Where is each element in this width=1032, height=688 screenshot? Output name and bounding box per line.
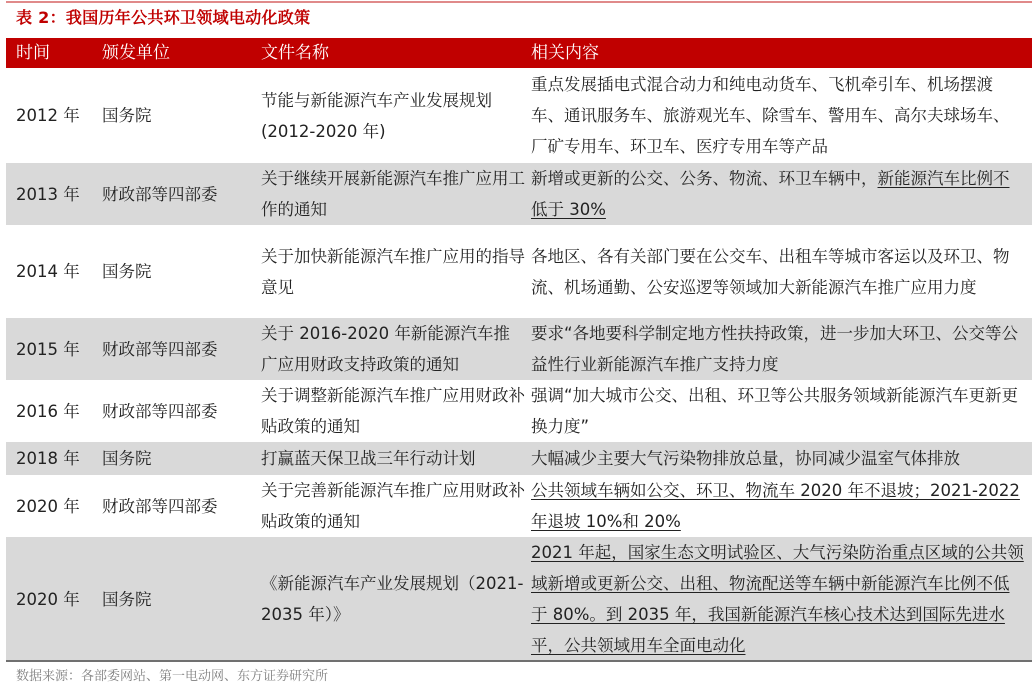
content-plain: 新增或更新的公交、公务、物流、环卫车辆中，: [531, 169, 878, 188]
cell-document: 关于调整新能源汽车推广应用财政补贴政策的通知: [261, 386, 525, 436]
cell-time: 2018 年: [16, 449, 80, 468]
bottom-rule: [6, 660, 1032, 662]
cell-time: 2020 年: [16, 589, 80, 609]
content-underlined: 新能源汽车比例不低于 30%: [531, 169, 1010, 219]
table-row: [6, 442, 1032, 475]
cell-content: [525, 241, 1032, 303]
cell-time: 2014 年: [16, 262, 80, 281]
cell-document: 打赢蓝天保卫战三年行动计划: [261, 449, 476, 468]
data-source-note: 数据来源：各部委网站、第一电动网、东方证券研究所: [16, 669, 329, 684]
cell-issuer: 国务院: [102, 589, 152, 609]
cell-content: [525, 380, 1032, 442]
cell-content: [525, 318, 1032, 380]
cell-content: [525, 475, 1032, 537]
cell-issuer: 国务院: [102, 449, 152, 468]
cell-content: [525, 537, 1032, 661]
cell-time: 2012 年: [16, 106, 80, 125]
content-underlined: 公共领域车辆如公交、环卫、物流车 2020 年不退坡；2021-2022 年退坡 10%和 20%: [531, 481, 1020, 531]
cell-document: 关于继续开展新能源汽车推广应用工作的通知: [261, 169, 525, 219]
table-title: 表 2：我国历年公共环卫领域电动化政策: [16, 8, 311, 27]
cell-issuer: 财政部等四部委: [102, 184, 218, 204]
cell-time: 2015 年: [16, 339, 80, 359]
table-row: [6, 225, 1032, 318]
content-plain: 强调“加大城市公交、出租、环卫等公共服务领域新能源汽车更新更换力度”: [531, 386, 1019, 436]
table-row: [6, 475, 1032, 537]
content-plain: 要求“各地要科学制定地方性扶持政策，进一步加大环卫、公交等公益性行业新能源汽车推广支持力度: [531, 324, 1019, 374]
header-document: 文件名称: [261, 43, 329, 63]
header-content: 相关内容: [531, 43, 599, 63]
cell-document: 节能与新能源汽车产业发展规划(2012-2020 年): [261, 90, 492, 141]
cell-content: [525, 69, 1032, 162]
cell-issuer: 财政部等四部委: [102, 339, 218, 359]
content-underlined: 2021 年起，国家生态文明试验区、大气污染防治重点区域的公共领域新增或更新公交、出租、物流配送等车辆中新能源汽车比例不低于 80%。到 2035 年，我国新能源汽车核心技术达到国际先进水平，公共领域用车全面电动化: [531, 543, 1024, 655]
cell-issuer: 国务院: [102, 262, 152, 281]
cell-document: 关于 2016-2020 年新能源汽车推广应用财政支持政策的通知: [261, 324, 510, 374]
table-row: [6, 537, 1032, 661]
table-row: [6, 163, 1032, 225]
content-plain: 大幅减少主要大气污染物排放总量，协同减少温室气体排放: [531, 449, 960, 468]
content-plain: 各地区、各有关部门要在公交车、出租车等城市客运以及环卫、物流、机场通勤、公安巡逻等领域加大新能源汽车推广应用力度: [531, 246, 1010, 297]
cell-time: 2020 年: [16, 496, 80, 516]
header-time: 时间: [16, 43, 50, 63]
table-row: [6, 380, 1032, 442]
cell-time: 2016 年: [16, 401, 80, 421]
content-plain: 重点发展插电式混合动力和纯电动货车、飞机牵引车、机场摆渡车、通讯服务车、旅游观光车、除雪车、警用车、高尔夫球场车、厂矿专用车、环卫车、医疗专用车等产品: [531, 75, 1010, 156]
cell-issuer: 国务院: [102, 106, 152, 125]
cell-document: 关于加快新能源汽车推广应用的指导意见: [261, 246, 525, 297]
cell-issuer: 财政部等四部委: [102, 496, 218, 516]
cell-content: [525, 163, 1032, 225]
table-row: [6, 68, 1032, 163]
top-rule: [6, 1, 1032, 3]
header-issuer: 颁发单位: [102, 43, 170, 63]
cell-document: 关于完善新能源汽车推广应用财政补贴政策的通知: [261, 481, 525, 531]
cell-document: 《新能源汽车产业发展规划（2021-2035 年）》: [261, 574, 524, 624]
cell-content: [525, 443, 1032, 474]
policy-table: [6, 38, 1032, 661]
table-row: [6, 318, 1032, 380]
cell-issuer: 财政部等四部委: [102, 401, 218, 421]
table-header: [6, 38, 1032, 68]
cell-time: 2013 年: [16, 184, 80, 204]
